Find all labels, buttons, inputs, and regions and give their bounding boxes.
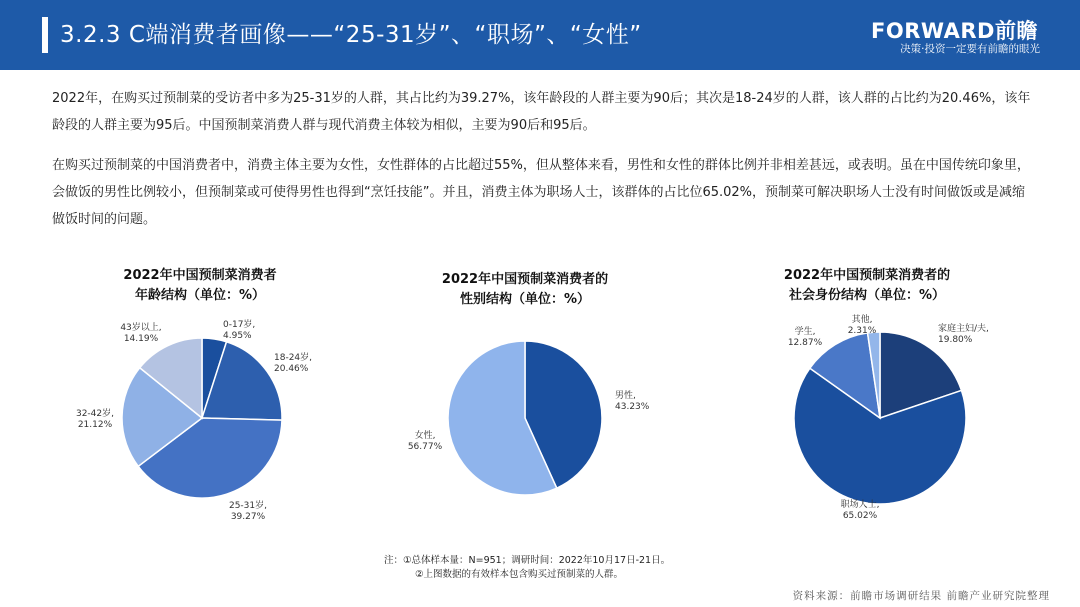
chart-title-age-line2: 年龄结构（单位：%） bbox=[134, 288, 266, 303]
brand-logo: FORWARD前瞻 bbox=[871, 19, 1038, 43]
source-note: 资料来源：前瞻市场调研结果 前瞻产业研究院整理 bbox=[792, 590, 1050, 602]
paragraph-age: 2022年，在购买过预制菜的受访者中多为25-31岁的人群，其占比约为39.27%，该年龄段的人群主要为90后；其次是18-24岁的人群，该人群的占比约为20.46%，该年龄段的人群主要为95后。中国预制菜消费人群与现代消费主体较为相似，主要为90后和95后。 bbox=[52, 91, 1031, 133]
paragraph-gender-occupation: 在购买过预制菜的中国消费者中，消费主体主要为女性，女性群体的占比超过55%，但从整体来看，男性和女性的群体比例并非相差甚远，或表明。虽在中国传统印象里，会做饭的男性比例较小，但预制菜或可使得男性也得到“烹饪技能”。并且，消费主体为职场人士，该群体的占比位65.02%，预制菜可解决职场人士没有时间做饭或是减缩做饭时间的问题。 bbox=[52, 158, 1030, 227]
footnote-line-2: ②上图数据的有效样本包含购买过预制菜的人群。 bbox=[415, 569, 624, 580]
slice-label-2-3: 其他, 2.31% bbox=[847, 315, 877, 336]
slice-label-1-0: 男性, 43.23% bbox=[615, 391, 650, 412]
slice-label-0-3: 32-42岁, 21.12% bbox=[75, 409, 115, 430]
slice-label-0-0: 0-17岁, 4.95% bbox=[223, 320, 256, 341]
brand-slogan: 决策·投资一定要有前瞻的眼光 bbox=[900, 43, 1040, 55]
chart-title-occupation-line2: 社会身份结构（单位：%） bbox=[788, 288, 946, 303]
footnote-line-1: 注：①总体样本量：N=951；调研时间：2022年10月17日-21日。 bbox=[384, 555, 671, 566]
chart-title-age-line1: 2022年中国预制菜消费者 bbox=[123, 268, 277, 283]
slice-label-0-1: 18-24岁, 20.46% bbox=[274, 353, 313, 374]
slice-label-2-2: 学生, 12.87% bbox=[787, 327, 823, 348]
slice-label-0-2: 25-31岁, 39.27% bbox=[228, 501, 268, 522]
page-title: 3.2.3 C端消费者画像——“25-31岁”、“职场”、“女性” bbox=[60, 22, 642, 48]
chart-title-gender-line1: 2022年中国预制菜消费者的 bbox=[441, 272, 609, 287]
slice-label-0-4: 43岁以上, 14.19% bbox=[120, 323, 162, 344]
chart-title-occupation-line1: 2022年中国预制菜消费者的 bbox=[783, 268, 951, 283]
chart-title-gender-line2: 性别结构（单位：%） bbox=[459, 292, 591, 307]
slice-label-1-1: 女性, 56.77% bbox=[407, 431, 443, 452]
footnote bbox=[384, 554, 670, 582]
slice-label-2-1: 职场人士, 65.02% bbox=[840, 500, 880, 521]
slice-label-2-0: 家庭主妇/夫, 19.80% bbox=[938, 324, 989, 345]
